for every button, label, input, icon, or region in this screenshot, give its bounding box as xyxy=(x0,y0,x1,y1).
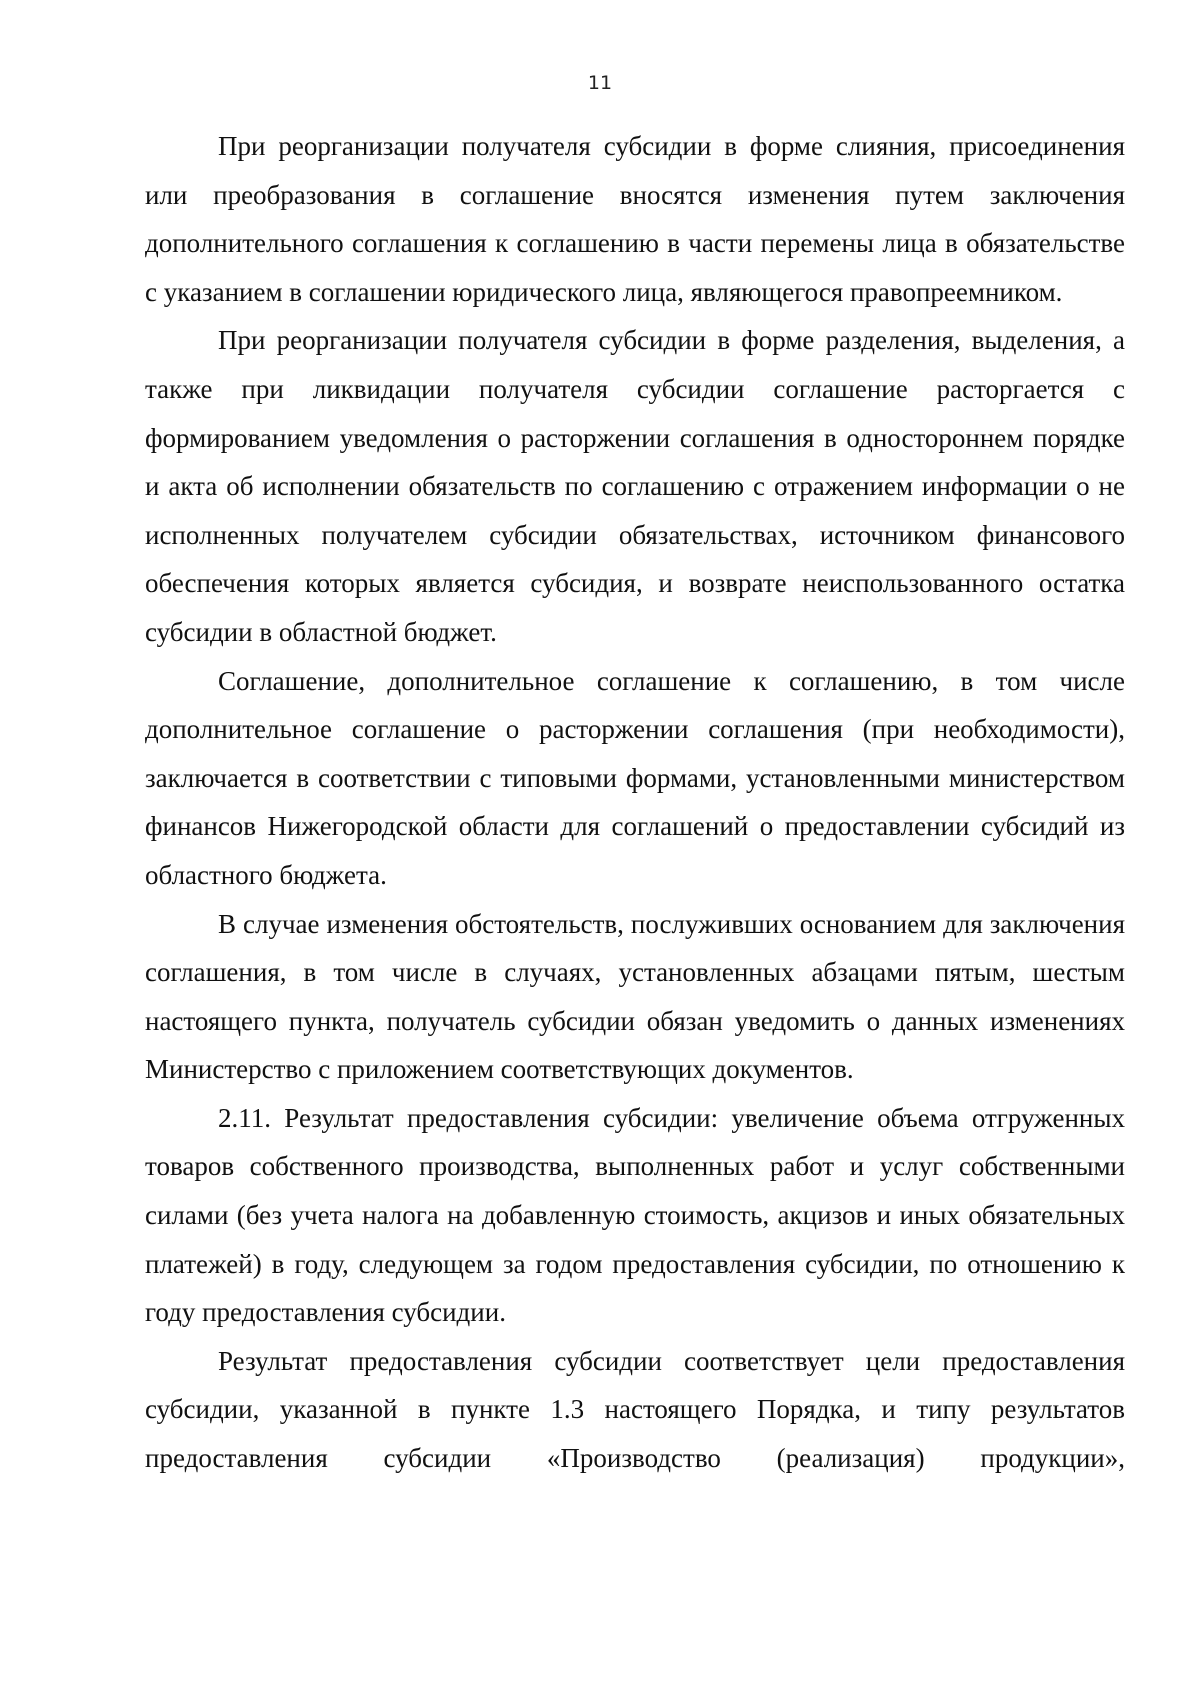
paragraph-subsidy-result: 2.11. Результат предоставления субсидии: увеличение объема отгруженных товаров собственного производства, выполненных работ и услуг собственными силами (без учета налога на добавленную стоимость, акцизов и иных обязательных платежей) в году, следующем за годом предоставления субсидии, по отношению к году предоставления субсидии. xyxy=(145,1102,1125,1328)
paragraph-result-correspondence: Результат предоставления субсидии соответствует цели предоставления субсидии, указанной в пункте 1.3 настоящего Порядка, и типу результатов предоставления субсидии «Производство (реализация) продукции», xyxy=(145,1345,1125,1474)
paragraph-reorganization-merger: При реорганизации получателя субсидии в форме слияния, присоединения или преобразования в соглашение вносятся изменения путем заключения дополнительного соглашения к соглашению в части перемены лица в обязательстве с указанием в соглашении юридического лица, являющегося правопреемником. xyxy=(145,131,1125,307)
paragraph-reorganization-division: При реорганизации получателя субсидии в форме разделения, выделения, а также при ликвидации получателя субсидии соглашение расторгается с формированием уведомления о расторжении соглашения в одностороннем порядке и акта об исполнении обязательств по соглашению с отражением информации о не исполненных получателем субсидии обязательствах, источником финансового обеспечения которых является субсидия, и возврате неиспользованного остатка субсидии в областной бюджет. xyxy=(145,325,1125,647)
document-body xyxy=(145,122,1125,1483)
paragraph-agreement-forms: Соглашение, дополнительное соглашение к соглашению, в том числе дополнительное соглашение о расторжении соглашения (при необходимости), заключается в соответствии с типовыми формами, установленными министерством финансов Нижегородской области для соглашений о предоставлении субсидий из областного бюджета. xyxy=(145,665,1125,890)
paragraph-change-circumstances: В случае изменения обстоятельств, послуживших основанием для заключения соглашения, в том числе в случаях, установленных абзацами пятым, шестым настоящего пункта, получатель субсидии обязан уведомить о данных изменениях Министерство с приложением соответствующих документов. xyxy=(145,908,1125,1085)
page-number: 11 xyxy=(587,72,613,94)
